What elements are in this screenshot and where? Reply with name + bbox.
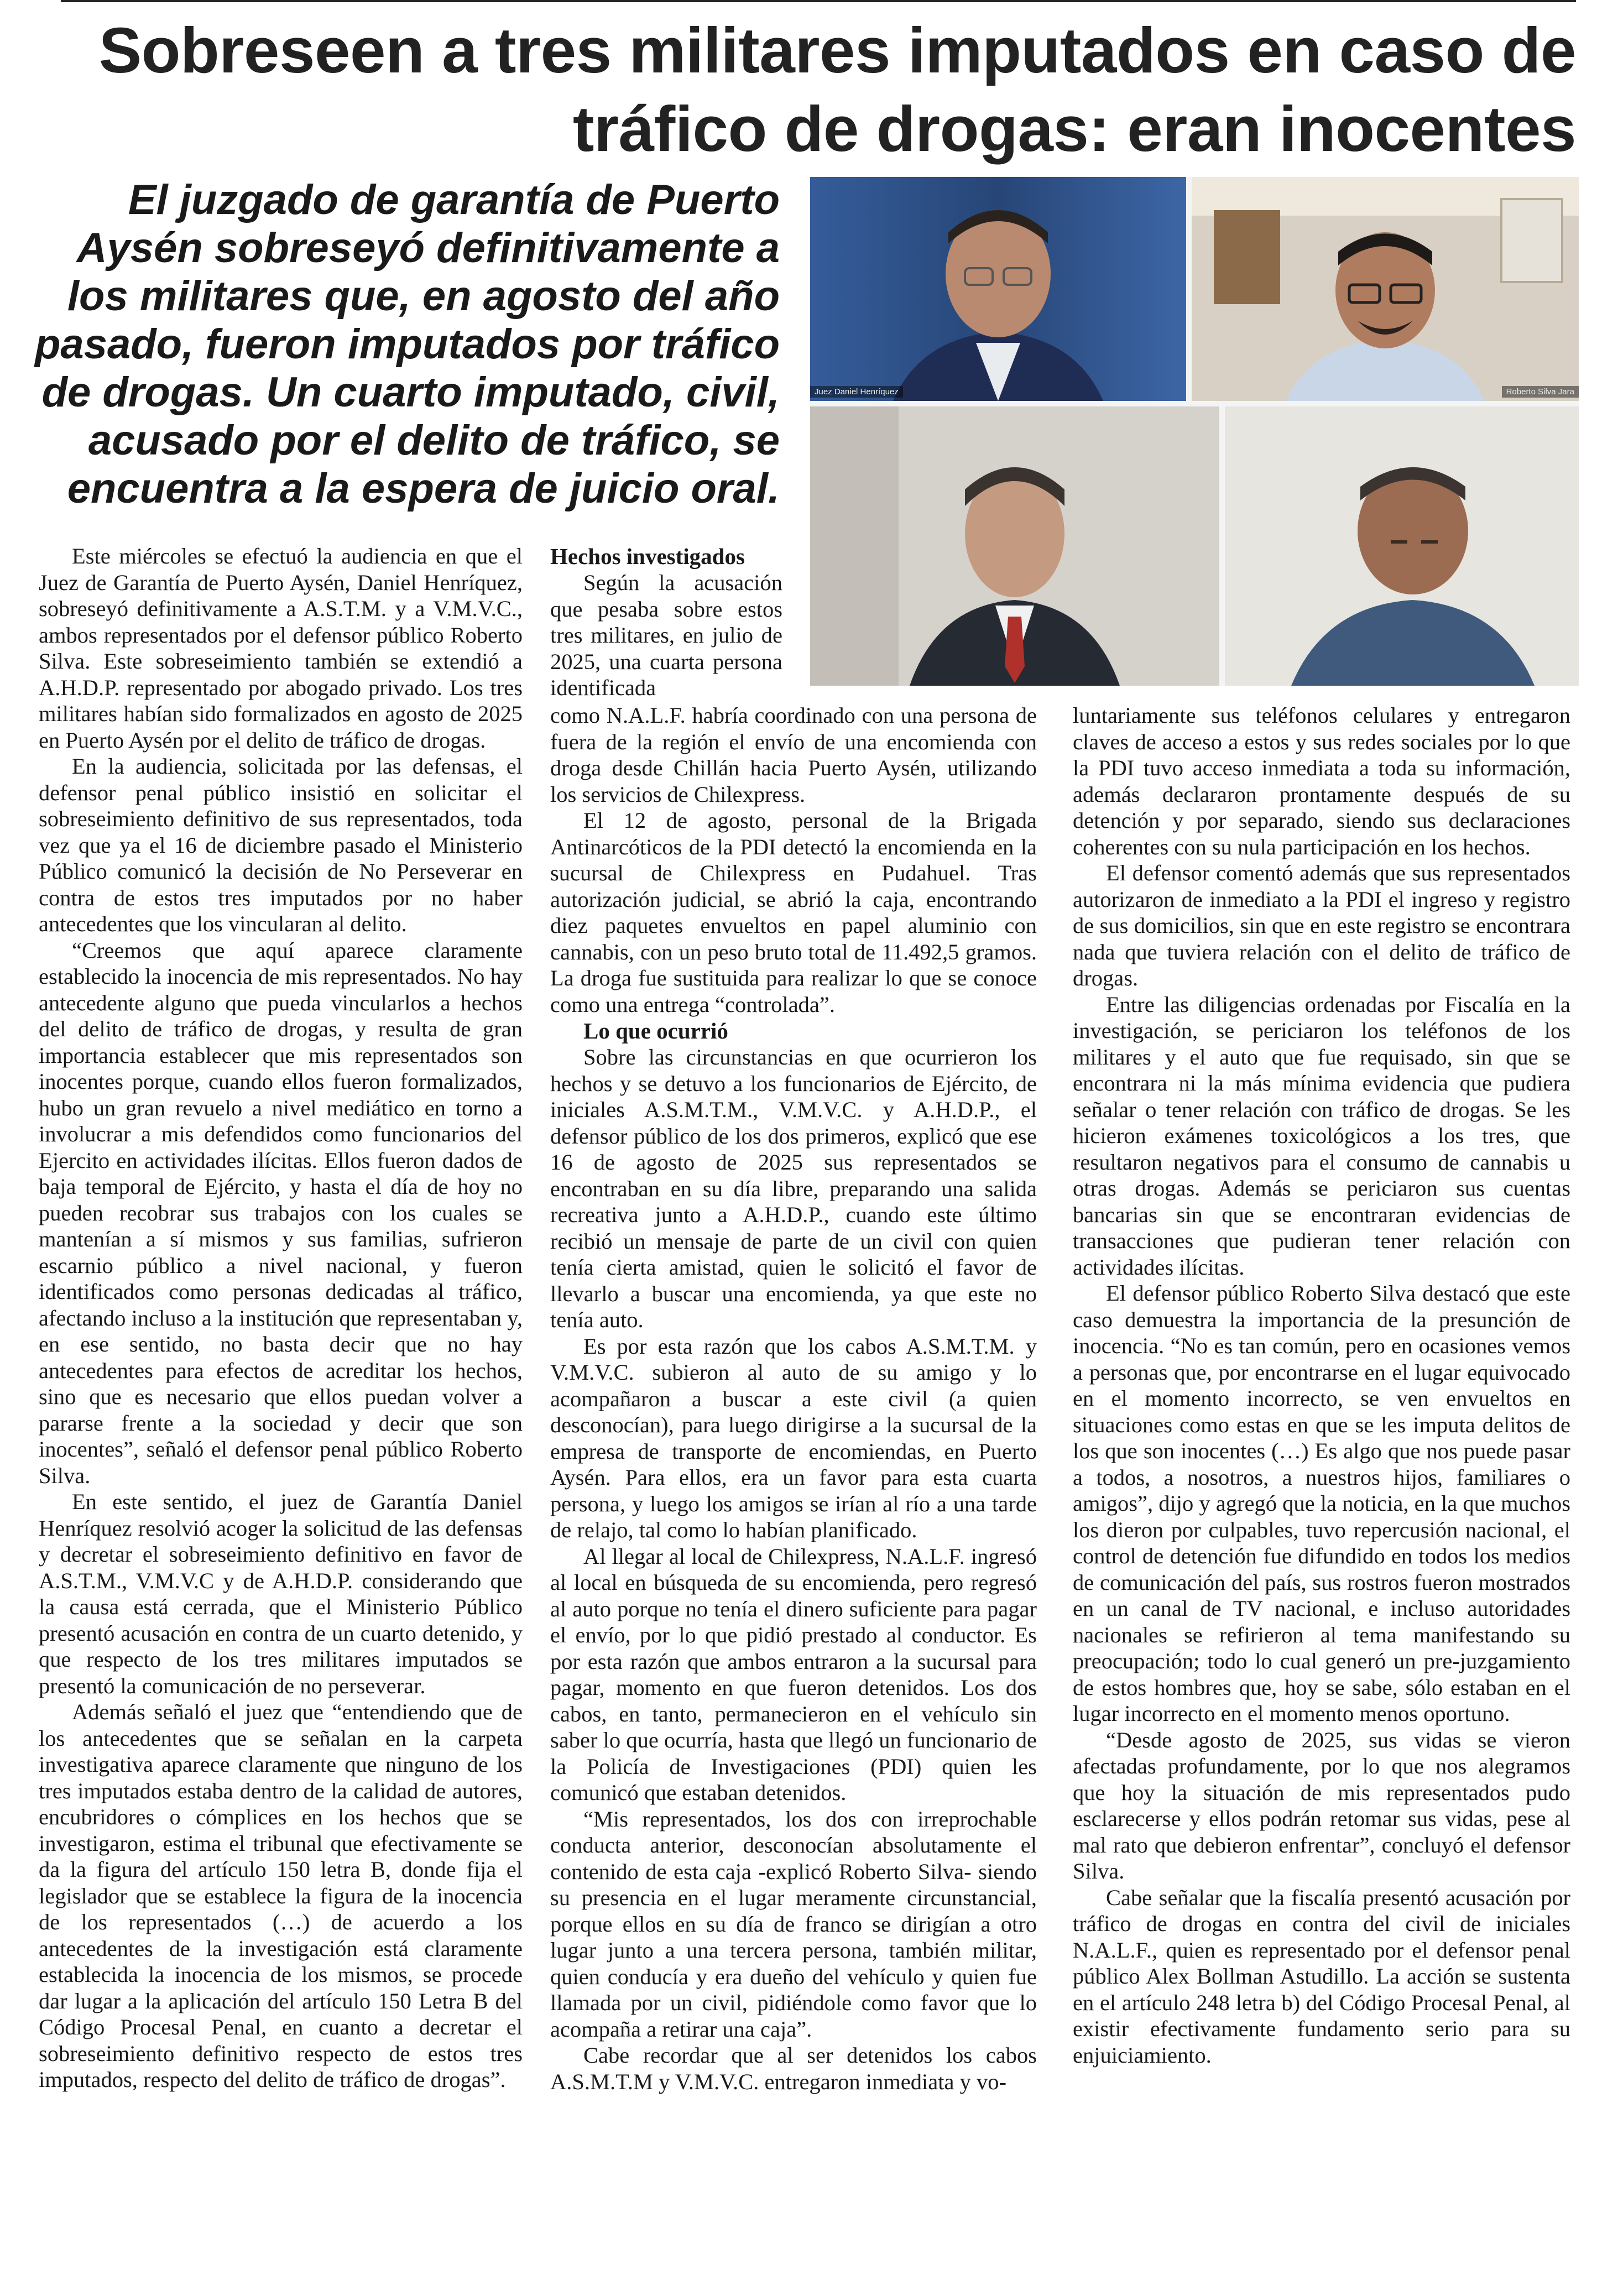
body-paragraph: “Mis representados, los dos con irreprochable conducta anterior, desconocían absolutamente el contenido de esta caja -explicó Roberto Silva- siendo su presencia en el lugar meramente circunstancial, porque ellos en su día de franco se dirigían a otro lugar junto a una tercera persona, también militar, quien conducía y era dueño del vehículo y quien fue llamada por un civil, pidiéndole como favor que lo acompaña a retirar una caja”. [550, 1806, 1037, 2042]
body-paragraph: Cabe recordar que al ser detenidos los cabos A.S.M.T.M y V.M.V.C. entregaron inmediata y vo- [550, 2043, 1037, 2094]
lead-paragraph: El juzgado de garantía de Puerto Aysén sobreseyó definitivamente a los militares que, en agosto del año pasado, fueron imputados por tráfico de drogas. Un cuarto imputado, civil, acusado por el delito de tráfico, se encuentra a la espera de juicio oral. [35, 176, 780, 512]
body-paragraph: Además señaló el juez que “entendiendo que de los antecedentes que se señalan en la carpeta investigativa aparece claramente que ninguno de los tres imputados estaba dentro de la calidad de autores, encubridores o cómplices en los hechos que se investigaron, estima el tribunal que efectivamente se da la figura del artículo 150 letra B, donde fija el legislador que se establece la figura de la inocencia de los representados (…) de acuerdo a los antecedentes de la investigación está claramente establecida la inocencia de los mismos, se procede dar lugar a la aplicación del artículo 150 Letra B del Código Procesal Penal, en cuanto a decretar el sobreseimiento definitivo respecto de estos tres imputados, respecto del delito de tráfico de drogas”. [39, 1699, 523, 2092]
column-1 [39, 543, 523, 2093]
tile-judge-label: Juez Daniel Henríquez [810, 386, 903, 398]
body-paragraph: luntariamente sus teléfonos celulares y entregaron claves de acceso a estos y sus redes sociales por lo que la PDI tuvo acceso inmediata a toda su información, además declararon prontamente después de su detención y por separado, siendo sus declaraciones coherentes con su nula participación en los hechos. [1073, 703, 1570, 859]
top-rule [61, 0, 1576, 2]
section-heading-ocurrio: Lo que ocurrió [583, 1018, 728, 1043]
photo-tile-prosecutor [810, 406, 1219, 686]
videoconference-photo [810, 177, 1579, 686]
column-3 [1073, 702, 1570, 2068]
body-paragraph: En este sentido, el juez de Garantía Daniel Henríquez resolvió acoger la solicitud de las defensas y decretar el sobreseimiento definitivo en favor de A.S.T.M., V.M.V.C y de A.H.D.P. considerando que la causa está cerrada, que el Ministerio Público presentó acusación en contra de un cuarto detenido, y que respecto de los tres militares imputados se presentó la comunicación de no perseverar. [39, 1489, 523, 1698]
body-paragraph: “Desde agosto de 2025, sus vidas se vieron afectadas profundamente, por lo que nos alegramos que hoy la situación de mis representados pudo esclarecerse y ellos podrán retomar sus vidas, pese al mal rato que debieron enfrentar”, concluyó el defensor Silva. [1073, 1727, 1570, 1883]
body-paragraph: Este miércoles se efectuó la audiencia en que el Juez de Garantía de Puerto Aysén, Daniel Henríquez, sobreseyó definitivamente a A.S.T.M. y a V.M.V.C., ambos representados por el defensor público Roberto Silva. Este sobreseimiento también se extendió a A.H.D.P. representado por abogado privado. Los tres militares habían sido formalizados en agosto de 2025 en Puerto Aysén por el delito de tráfico de drogas. [39, 544, 523, 753]
body-paragraph: Cabe señalar que la fiscalía presentó acusación por tráfico de drogas en contra del civil de iniciales N.A.L.F., quien es representado por el defensor penal público Alex Bollman Astudillo. La acción se sustenta en el artículo 248 letra b) del Código Procesal Penal, al existir efectivamente fundamento serio para su enjuiciamiento. [1073, 1885, 1570, 2068]
section-heading-hechos: Hechos investigados [550, 544, 745, 569]
body-paragraph: Entre las diligencias ordenadas por Fiscalía en la investigación, se periciaron los teléfonos de los militares y el auto que fue requisado, sin que se encontrara ni la más mínima evidencia que pudiera señalar o tener relación con tráfico de drogas. Se les hicieron exámenes toxicológicos a los tres, que resultaron negativos para el consumo de cannabis u otras drogas. Además se periciaron sus cuentas bancarias sin que se encontraran evidencias de transacciones que pudieran tener relación con actividades ilícitas. [1073, 992, 1570, 1280]
tile-defender-label: Roberto Silva Jara [1502, 386, 1579, 398]
column-2-top [550, 543, 782, 701]
photo-tile-defender [1192, 177, 1579, 401]
body-paragraph: El defensor público Roberto Silva destacó que este caso demuestra la importancia de la presunción de inocencia. “No es tan común, pero en ocasiones vemos a personas que, por encontrarse en el lugar equivocado en el momento incorrecto, se ven envueltos en situaciones como estas en que se les imputa delitos de los que son inocentes (…) Es algo que nos puede pasar a todos, a nosotros, a nuestros hijos, familiares o amigos”, dijo y agregó que la noticia, en la que muchos los dieron por culpables, tuvo repercusión nacional, el control de detención fue difundido en todos los medios de comunicación del país, sus rostros fueron mostrados en un canal de TV nacional, e incluso autoridades nacionales se refirieron al tema manifestando su preocupación; todo lo cual generó un pre-juzgamiento de estos hombres que, hoy se sabe, sólo estaban en el lugar incorrecto en el momento menos oportuno. [1073, 1281, 1570, 1726]
photo-tile-official [1225, 406, 1579, 686]
headline-line-2: tráfico de drogas: eran inocentes [572, 93, 1576, 165]
body-paragraph: Según la acusación que pesaba sobre estos tres militares, en julio de 2025, una cuarta persona identificada [550, 570, 782, 700]
body-paragraph: Sobre las circunstancias en que ocurrieron los hechos y se detuvo a los funcionarios de Ejército, de iniciales A.S.M.T.M., V.M.V.C. y A.H.D.P., el defensor público de los dos primeros, explicó que ese 16 de agosto de 2025 sus representados se encontraban en su día libre, preparando una salida recreativa junto a A.H.D.P., cuando este último recibió un mensaje de parte de un civil con quien tenía cierta amistad, quien le solicitó el favor de llevarlo a buscar una encomienda, ya que este no tenía auto. [550, 1045, 1037, 1332]
body-paragraph: En la audiencia, solicitada por las defensas, el defensor penal público insistió en solicitar el sobreseimiento definitivo de sus representados, toda vez que ya el 16 de diciembre pasado el Ministerio Público comunicó la decisión de No Perseverar en contra de estos tres imputados por no haber antecedentes que los vincularan al delito. [39, 754, 523, 936]
body-paragraph: El 12 de agosto, personal de la Brigada Antinarcóticos de la PDI detectó la encomienda en la sucursal de Chilexpress en Pudahuel. Tras autorización judicial, se abrió la caja, encontrando diez paquetes envueltos en papel aluminio con cannabis, con un peso bruto total de 11.492,5 gramos. La droga fue sustituida para realizar lo que se conoce como una entrega “controlada”. [550, 808, 1037, 1017]
headline [66, 11, 1576, 168]
body-paragraph: Al llegar al local de Chilexpress, N.A.L.F. ingresó al local en búsqueda de su encomienda, pero regresó al auto porque no tenía el dinero suficiente para pagar el envío, por lo que pidió prestado al conductor. Es por esta razón que ambos entraron a la sucursal para pagar, momento en que fueron detenidos. Los dos cabos, en tanto, permanecieron en el vehículo sin saber lo que ocurría, hasta que llegó un funcionario de la Policía de Investigaciones (PDI) quien les comunicó que estaban detenidos. [550, 1543, 1037, 1805]
body-paragraph: como N.A.L.F. habría coordinado con una persona de fuera de la región el envío de una encomienda con droga desde Chillán hacia Puerto Aysén, utilizando los servicios de Chilexpress. [550, 703, 1037, 807]
body-paragraph: El defensor comentó además que sus representados autorizaron de inmediato a la PDI el ingreso y registro de sus domicilios, sin que en este registro se encontrara nada que tuviera relación con el delito de tráfico de drogas. [1073, 860, 1570, 990]
headline-line-1: Sobreseen a tres militares imputados en caso de [98, 14, 1576, 86]
photo-tile-judge [810, 177, 1186, 401]
body-paragraph: “Creemos que aquí aparece claramente establecido la inocencia de mis representados. No hay antecedente alguno que pueda vincularlos a hechos del delito de tráfico de drogas, y resulta de gran importancia establecer que mis representados son inocentes porque, cuando ellos fueron formalizados, hubo un gran revuelo a nivel mediático en torno a involucrar a mis defendidos como funcionarios del Ejercito en actividades ilícitas. Ellos fueron dados de baja temporal de Ejército, y hasta el día de hoy no pueden recobrar sus trabajos con los cuales se mantenían a sí mismos y sus familias, sufrieron escarnio público a nivel nacional, y fueron identificados como personas dedicadas al tráfico, afectando incluso a la institución que representaban y, en ese sentido, no basta decir que no hay antecedentes para efectos de acreditar los hechos, sino que es necesario que ellos puedan volver a pararse frente a la sociedad y decir que son inocentes”, señaló el defensor penal público Roberto Silva. [39, 937, 523, 1488]
body-paragraph: Es por esta razón que los cabos A.S.M.T.M. y V.M.V.C. subieron al auto de su amigo y lo acompañaron a buscar a este civil (a quien desconocían), para luego dirigirse a la sucursal de la empresa de transporte de encomiendas, en Puerto Aysén. Para ellos, era un favor para esta cuarta persona, y luego los amigos se irían al río a una tarde de relajo, tal como lo habían planificado. [550, 1333, 1037, 1542]
column-2 [550, 702, 1037, 2095]
